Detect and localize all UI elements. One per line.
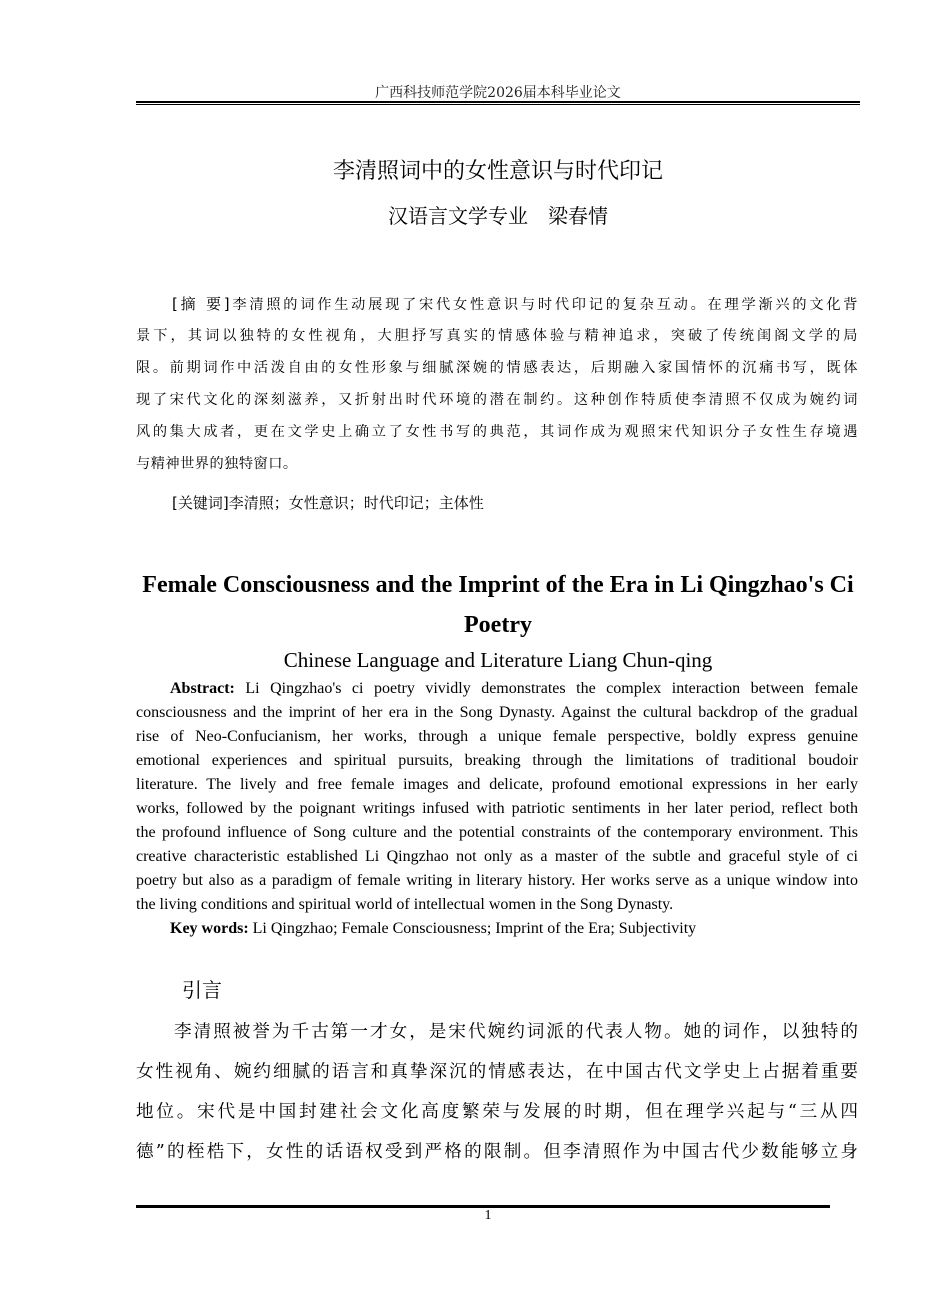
english-title: Female Consciousness and the Imprint of the Era in Li Qingzhao's Ci Poetry [142, 572, 854, 638]
keywords-line [170, 920, 892, 938]
page-number: 1 [484, 1208, 492, 1223]
abstract-label: [摘 要] [172, 295, 231, 313]
page-title: 李清照词中的女性意识与时代印记 [332, 159, 663, 184]
section-heading: 引言 [182, 978, 222, 1002]
body-line: 女性视角、婉约细腻的语言和真挚深沉的情感表达，在中国古代文学史上占据着重要 [136, 1062, 858, 1082]
keywords: Li Qingzhao; Female Consciousness; Imprint of the Era; Subjectivity [252, 920, 697, 937]
abstract-line: 景下，其词以独特的女性视角，大胆抒写真实的情感体验与精神追求，突破了传统闺阁文学的局 [136, 328, 858, 344]
keywords-line [172, 492, 894, 513]
abstract-line: the profound influence of Song culture and the potential constraints of the contemporary environment. This [136, 824, 858, 841]
abstract-line: [摘 要]李清照的词作生动展现了宋代女性意识与时代印记的复杂互动。在理学渐兴的文化背 [172, 295, 858, 313]
header-rule [136, 101, 860, 105]
body-line: 地位。宋代是中国封建社会文化高度繁荣与发展的时期，但在理学兴起与“三从四 [136, 1102, 858, 1122]
english-author-line: Chinese Language and Literature Liang Chun-qing [283, 648, 713, 672]
abstract-line: 风的集大成者，更在文学史上确立了女性书写的典范，其词作成为观照宋代知识分子女性生存境遇 [136, 424, 858, 440]
body-line: 李清照被誉为千古第一才女，是宋代婉约词派的代表人物。她的词作，以独特的 [174, 1022, 858, 1042]
running-header: 广西科技师范学院2026届本科毕业论文 [375, 85, 621, 101]
author-line: 汉语言文学专业 梁春情 [388, 204, 608, 228]
keywords: 李清照；女性意识；时代印记；主体性 [228, 494, 484, 512]
keywords-label: Key words: [170, 920, 249, 937]
abstract-line: poetry but also as a paradigm of female writing in literary history. Her works serve as a unique window into [136, 872, 858, 889]
abstract-line: 限。前期词作中活泼自由的女性形象与细腻深婉的情感表达，后期融入家国情怀的沉痛书写，既体 [136, 360, 858, 376]
abstract-line: rise of Neo-Confucianism, her works, through a unique female perspective, boldly express genuine [136, 728, 858, 745]
abstract-line: 现了宋代文化的深刻滋养，又折射出时代环境的潜在制约。这种创作特质使李清照不仅成为婉约词 [136, 392, 858, 408]
abstract-label: Abstract: [170, 680, 235, 697]
abstract-line: literature. The lively and free female images and delicate, profound emotional expressions in her early [136, 776, 858, 793]
abstract-line: Abstract: Li Qingzhao's ci poetry vividly demonstrates the complex interaction between female [170, 680, 859, 697]
abstract-line: works, followed by the poignant writings infused with patriotic sentiments in her later period, reflect both [136, 800, 858, 817]
abstract-line: 与精神世界的独特窗口。 [136, 456, 298, 472]
abstract-line: creative characteristic established Li Qingzhao not only as a master of the subtle and graceful style of ci [136, 848, 858, 865]
body-line: 德”的桎梏下，女性的话语权受到严格的限制。但李清照作为中国古代少数能够立身 [136, 1142, 858, 1162]
abstract-line: the living conditions and spiritual world of intellectual women in the Song Dynasty. [136, 896, 674, 913]
keywords-label: [关键词] [172, 494, 229, 512]
abstract-line: consciousness and the imprint of her era in the Song Dynasty. Against the cultural backdrop of the gradual [136, 704, 858, 721]
abstract-line: emotional experiences and spiritual pursuits, breaking through the limitations of traditional boudoir [136, 752, 858, 769]
